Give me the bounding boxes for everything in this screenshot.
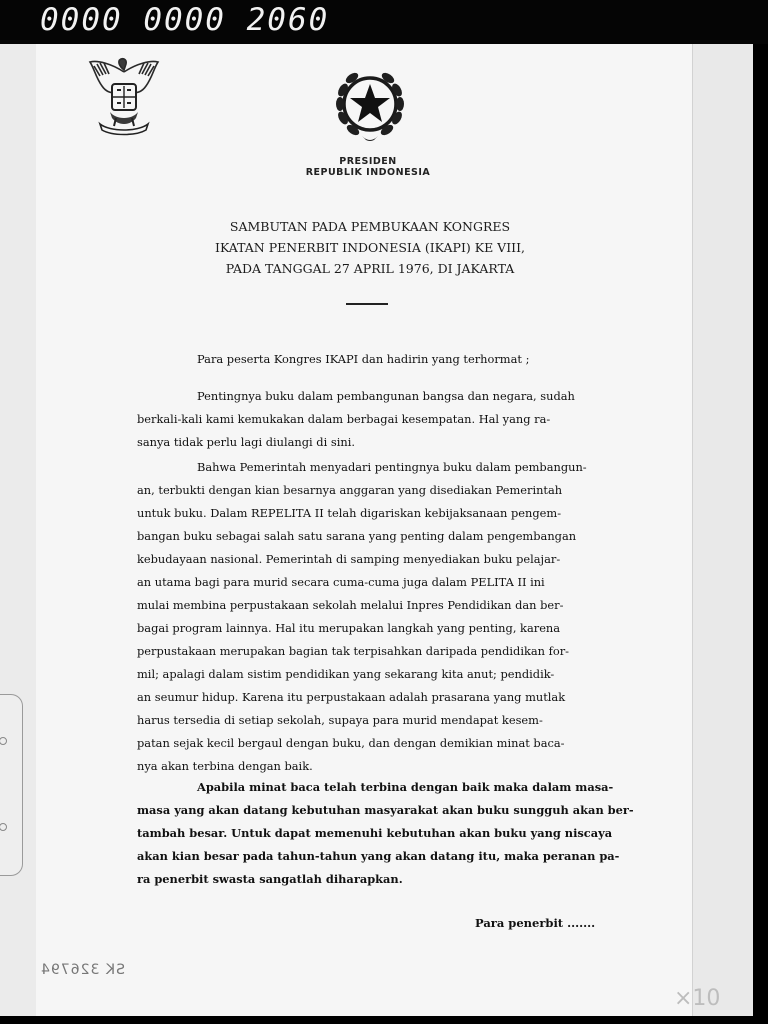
title-line: PADA TANGGAL 27 APRIL 1976, DI JAKARTA [225, 261, 515, 276]
text-line: sanya tidak perlu lagi diulangi di sini. [137, 435, 355, 449]
paragraph [137, 456, 623, 778]
title-line: IKATAN PENERBIT INDONESIA (IKAPI) KE VIII, [215, 240, 525, 255]
text-line: untuk buku. Dalam REPELITA II telah digariskan kebijaksanaan pengem- [137, 506, 562, 520]
text-line: Bahwa Pemerintah menyadari pentingnya buku dalam pembangun- [197, 460, 587, 474]
text-line: mulai membina perpustakaan sekolah melalui Inpres Pendidikan dan ber- [137, 598, 564, 612]
text-line: berkali-kali kami kemukakan dalam berbagai kesempatan. Hal yang ra- [137, 412, 551, 426]
corner-mark: ×10 [674, 986, 721, 1011]
text-line: masa yang akan datang kebutuhan masyarakat akan buku sungguh akan ber- [137, 803, 634, 817]
text-line: tambah besar. Untuk dapat memenuhi kebutuhan akan buku yang niscaya [137, 826, 613, 840]
text-line: perpustakaan merupakan bagian tak terpisahkan daripada pendidikan for- [137, 644, 570, 658]
text-line: bangan buku sebagai salah satu sarana yang penting dalam pengembangan [137, 529, 577, 543]
text-line: an utama bagi para murid secara cuma-cuma juga dalam PELITA II ini [137, 575, 545, 589]
text-line: mil; apalagi dalam sistim pendidikan yang sekarang kita anut; pendidik- [137, 667, 555, 681]
microfilm-header-bar [0, 0, 768, 44]
title-divider [346, 303, 388, 305]
frame-number: 0000 0000 2060 [40, 2, 330, 38]
text-line: an, terbukti dengan kian besarnya anggaran yang disediakan Pemerintah [137, 483, 563, 497]
text-line: akan kian besar pada tahun-tahun yang akan datang itu, maka peranan pa- [137, 849, 620, 863]
text-line: ra penerbit swasta sangatlah diharapkan. [137, 872, 403, 886]
text-line: patan sejak kecil bergaul dengan buku, dan dengan demikian minat baca- [137, 736, 565, 750]
page-continuation: Para penerbit ....... [475, 916, 596, 930]
paragraph [137, 385, 623, 454]
punch-hole [0, 823, 7, 831]
letterhead-line: REPUBLIK INDONESIA [305, 167, 431, 178]
salutation: Para peserta Kongres IKAPI dan hadirin yang terhormat ; [197, 352, 530, 366]
text-line: nya akan terbina dengan baik. [137, 759, 313, 773]
presidential-star-wreath-icon [328, 62, 412, 146]
text-line: an seumur hidup. Karena itu perpustakaan adalah prasarana yang mutlak [137, 690, 566, 704]
text-line: Apabila minat baca telah terbina dengan baik maka dalam masa- [197, 780, 614, 794]
title-line: SAMBUTAN PADA PEMBUKAAN KONGRES [229, 219, 511, 234]
archive-number: SK 326794 [40, 962, 125, 978]
text-line: harus tersedia di setiap sekolah, supaya para murid mendapat kesem- [137, 713, 543, 727]
punch-hole [0, 737, 7, 745]
text-line: kebudayaan nasional. Pemerintah di samping menyediakan buku pelajar- [137, 552, 561, 566]
binder-tab [0, 694, 23, 876]
letterhead-line: PRESIDEN [339, 156, 397, 167]
left-margin-strip [0, 44, 37, 1016]
document-title [150, 216, 590, 279]
paragraph [137, 776, 634, 891]
text-line: bagai program lainnya. Hal itu merupakan langkah yang penting, karena [137, 621, 561, 635]
letterhead [268, 156, 468, 178]
text-line: Pentingnya buku dalam pembangunan bangsa dan negara, sudah [197, 389, 575, 403]
right-margin-strip [692, 44, 753, 1016]
garuda-pancasila-icon [86, 56, 162, 140]
